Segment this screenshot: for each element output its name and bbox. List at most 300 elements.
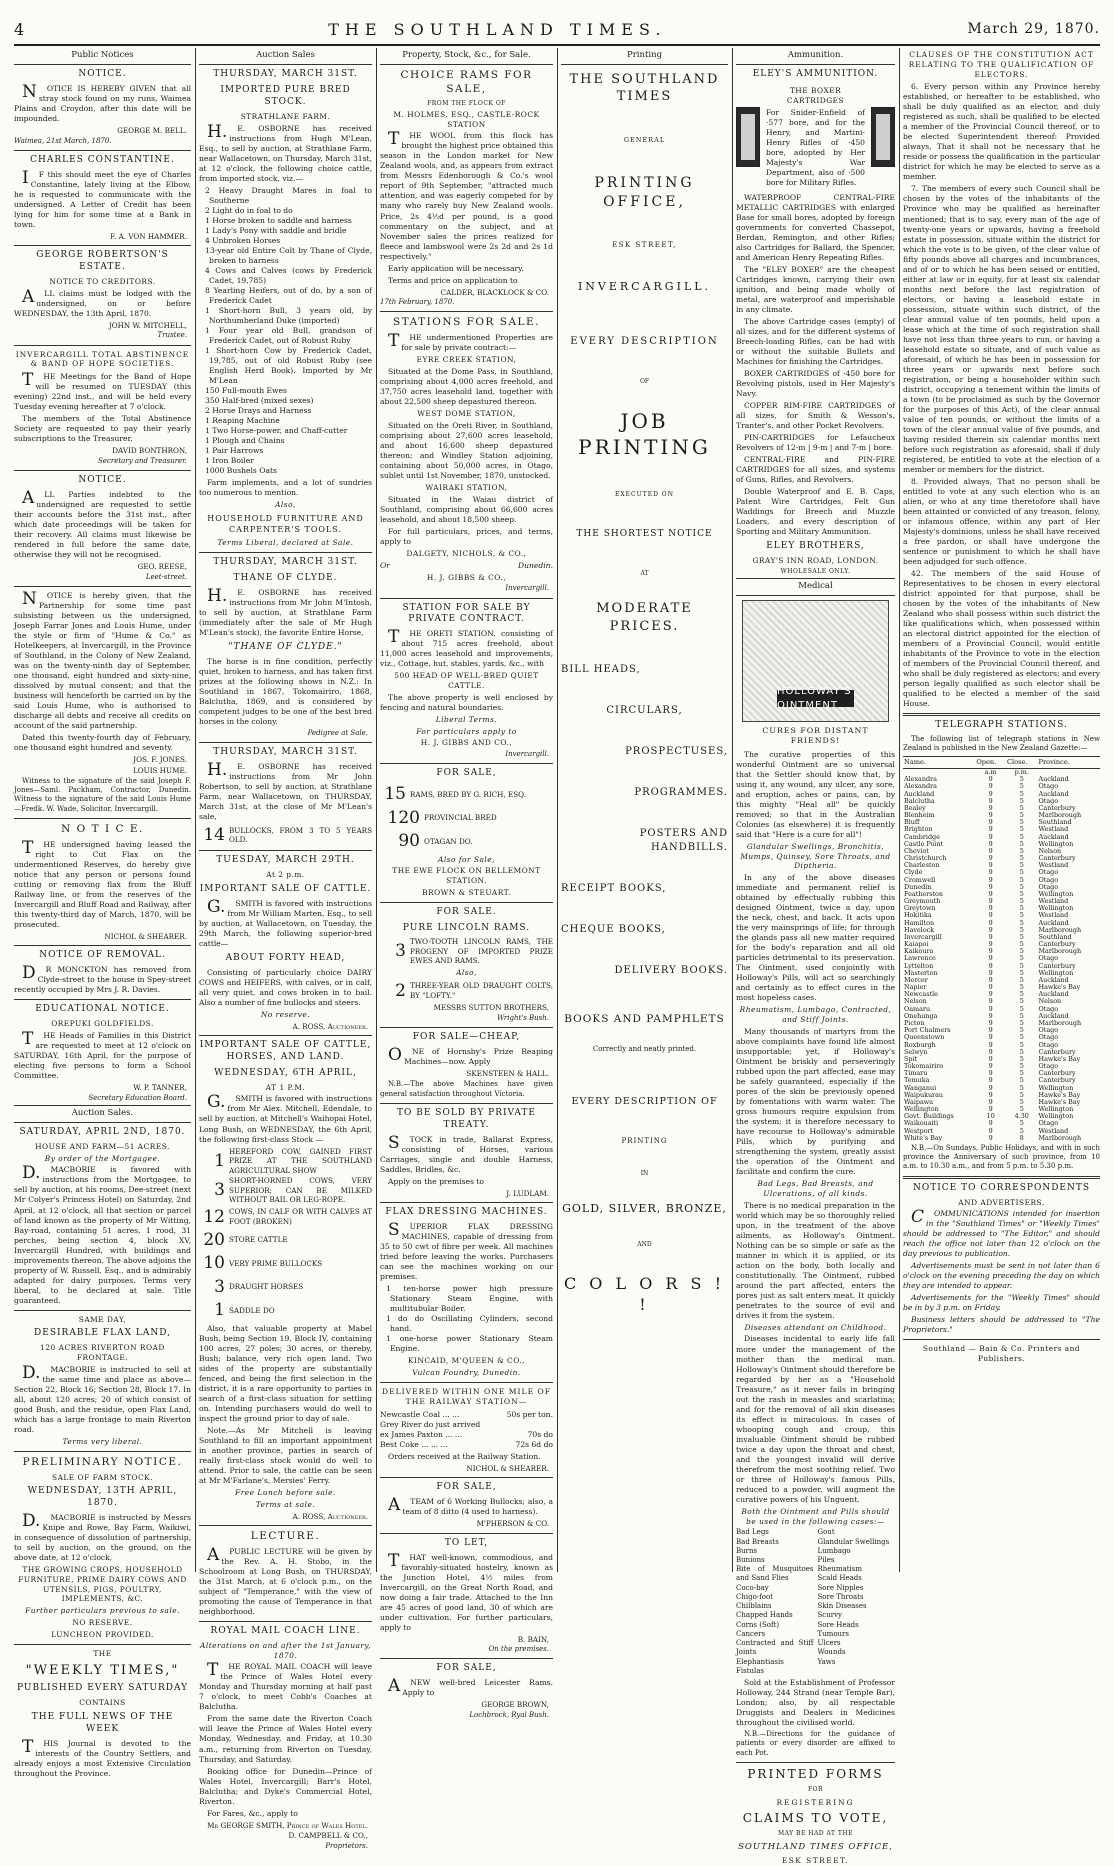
list-item: 1 do do Oscillating Cylinders, second hand. — [386, 1314, 553, 1334]
province-cell: Auckland — [1038, 789, 1069, 798]
ad-apply: For particulars apply to — [416, 726, 517, 736]
auction-lunch: Free Lunch before sale. — [235, 1487, 336, 1497]
printing-line: C O L O R S ! ! — [563, 1273, 726, 1314]
open-cell: 9 — [988, 904, 993, 913]
ad-body: Early application will be necessary. — [388, 263, 524, 273]
lot-description: COWS, IN CALF OR WITH CALVES AT FOOT (BROKEN) — [229, 1207, 372, 1226]
ad-body: WATERPROOF CENTRAL-FIRE METALLIC CARTRIDGES with enlarged Base for small bores, adopted by foreign governments for converted Chassepot, Berdan, Remington, and other Rifles; also Cartridges for Ballard, the Spencer, and American Henry Repeating Rifles. — [736, 192, 895, 262]
ad-signature: MESSRS SUTTON BROTHERS, — [433, 1003, 549, 1013]
printing-line: AT — [640, 570, 649, 578]
ad-signature: SKENSTEEN & HALL. — [466, 1068, 549, 1078]
station-name-cell: Featherston — [904, 889, 944, 898]
sale-lot — [380, 980, 553, 1002]
ad-condition: Glandular Swellings, Bronchitis, Mumps, Quinsey, Sore Throats, and Diptheria. — [740, 841, 891, 871]
notice-signature: W. P. TANNER, — [133, 1083, 187, 1093]
telegraph-intro: The following list of telegraph stations in New Zealand is published in the New Zealand Gazette:— — [903, 735, 1100, 753]
ad-body: STOCK in trade, Ballarat Express, consisting of Horses, various Carriages, single and double Harness, Saddles, Bridles, &c. — [380, 1132, 553, 1174]
cartridge-box-image — [736, 107, 760, 167]
close-cell: 5 — [1019, 796, 1024, 805]
close-cell: 5 — [1019, 997, 1024, 1006]
cartridge-box-image — [871, 107, 895, 167]
auction-lot — [199, 1206, 372, 1228]
province-cell: Wellington — [1038, 1083, 1074, 1092]
station-name-cell: Roxburgh — [904, 1040, 936, 1049]
coach-title: ROYAL MAIL COACH LINE. — [210, 1625, 361, 1636]
auction-body: Farm implements, and a lot of sundries too numerous to mention. — [199, 478, 372, 498]
province-cell: Canterbury — [1038, 1069, 1076, 1078]
notice-title: N O T I C E. — [61, 822, 144, 835]
province-cell: Otago — [1038, 1026, 1059, 1035]
holloway-engraving-image — [742, 600, 889, 722]
page-number: 4 — [14, 19, 28, 39]
auction-date: THURSDAY, MARCH 31ST. — [213, 69, 358, 80]
printing-line: AND — [637, 1240, 652, 1248]
notice-role: Secretary Education Board. — [88, 1093, 187, 1102]
stations-list — [380, 355, 553, 525]
case-item: Wounds — [817, 1648, 846, 1657]
province-cell: Otago — [1038, 868, 1059, 877]
province-cell: Wellington — [1038, 839, 1074, 848]
printing-line: THE SOUTHLAND TIMES — [569, 72, 720, 105]
auction-lot — [199, 1276, 372, 1298]
list-item: 1 Horse broken to saddle and harness — [205, 215, 352, 225]
close-cell: 5 — [1019, 1069, 1024, 1078]
ad-signature: H. J. GIBBS AND CO., — [420, 738, 513, 748]
weekly-body: THIS Journal is devoted to the interests of the Country Settlers, and already enjoys a most Extensive Circulation throughout the Province. — [14, 1736, 191, 1778]
ad-signature: DALGETY, NICHOLS, & CO., — [406, 548, 527, 558]
station-name-cell: Castle Point — [904, 839, 944, 848]
auction-body: D.MACBORIE is favored with instructions from the Mortgagee, to sell by auction, at his rooms, Dee-street (next Mr Colyer's Princess Hotel) on Saturday, 2nd April, at 12 o'clock, all that section or parcel of land known as the property of Mr Witting, Bay-road, containing 51 acres, 1 rood, 31 perches, being section 4, block XV, Invercargill Hundred, with buildings and improvements thereon. The above adjoins the property of W. Russell, Esq., and is admirably adapted for dairy purposes. Terms very liberal, to be declared at sale. Title guaranteed. — [14, 1163, 191, 1305]
notice-body: Dated this twenty-fourth day of February, one thousand eight hundred and seventy. — [14, 732, 191, 752]
auction-title: IMPORTANT SALE OF CATTLE. — [199, 883, 372, 894]
lot-number: 1 — [214, 1300, 225, 1321]
columns — [14, 48, 1100, 1866]
ad-body: For full particulars, prices, and terms, apply to — [380, 526, 553, 546]
case-item: Tumours — [817, 1629, 849, 1638]
province-cell: Hawke's Bay — [1038, 1090, 1081, 1099]
ad-title: FOR SALE—CHEAP, — [412, 1031, 521, 1042]
list-item: 1 Two Horse-power, and Chaff-cutter — [205, 426, 348, 436]
printing-line: EVERY DESCRIPTION — [570, 335, 719, 347]
lot-description: THREE-YEAR OLD DRAUGHT COLTS, BY "LOFTY." — [410, 981, 553, 1000]
column-rule — [557, 48, 558, 1572]
open-cell: 9 — [988, 1004, 993, 1013]
open-cell: 9 — [988, 875, 993, 884]
ad-terms: Liberal Terms. — [435, 714, 498, 724]
ad-body: Many thousands of martyrs from the above complaints have found life almost insupportable; yet, if Holloway's Ointment be briskly and perseveringly rubbed upon the part affected, ease may be safely guaranteed, especially if the pores of the skin be previously opened by fomentations with warm water. The gross humours require expulsion from the system; it is therefore necessary to have recourse to Holloway's admirable Pills, which by purifying and strengthening the system, greatly assist the operation of the Ointment and facilitate and confirm the cure. — [736, 1026, 895, 1176]
ad-body: SUPERIOR FLAX DRESSING MACHINES, capable of dressing from 35 to 50 cwt of fibre per week. All machines tried before leaving the works. Purchasers can see the machines working on our premises. — [380, 1219, 553, 1282]
ad-title: ELEY'S AMMUNITION. — [752, 69, 879, 80]
auction-body: D.MACBORIE is instructed by Messrs Knipe and Rowe, Bay Farm, Waikiwi, in consequence of dissolution of partnership, to sell by auction, on the ground, on the above date, at 12 o'clock, — [14, 1511, 191, 1563]
station-description: Situated at the Dome Pass, in Southland, comprising about 4,000 acres freehold, and 37,750 acres leasehold land, together with about 22,500 sheep depastured thereon. — [380, 367, 553, 407]
province-cell: Wellington — [1038, 889, 1074, 898]
case-item: Chilblains — [736, 1602, 772, 1611]
ad-body: Orders received at the Railway Station. — [388, 1451, 541, 1461]
correspondents-body: Business letters should be addressed to "The Proprietors." — [903, 1315, 1100, 1335]
price-value: 50s per ton. — [506, 1409, 553, 1419]
case-item: Coco-bay — [736, 1583, 769, 1592]
close-cell: 5 — [1019, 1026, 1024, 1035]
open-cell: 9 — [988, 1133, 993, 1142]
lot-description: OTAGAN DO. — [424, 836, 473, 846]
coach-body: For Fares, &c., apply to — [207, 1808, 298, 1818]
close-cell: 5 — [1019, 1004, 1024, 1013]
printing-item: CIRCULARS, — [606, 704, 683, 716]
station-name-cell: White's Bay — [904, 1133, 943, 1142]
ad-title: DELIVERED WITHIN ONE MILE OF THE RAILWAY STATION— — [381, 1386, 552, 1406]
printing-item: BILL HEADS, — [561, 663, 641, 675]
printing-line: EXECUTED ON — [615, 490, 674, 498]
station-name-cell: Hamilton — [904, 918, 935, 927]
lot-description: BULLOCKS, FROM 3 TO 5 YEARS OLD. — [229, 825, 372, 845]
close-cell: 5 — [1019, 1097, 1024, 1106]
ad-title: TO BE SOLD BY PRIVATE TREATY. — [397, 1107, 536, 1130]
auction-date: THURSDAY, MARCH 31ST. — [213, 556, 358, 567]
notice-subtitle: OREPUKI GOLDFIELDS. — [51, 1019, 154, 1029]
province-cell: Westland — [1038, 1126, 1069, 1135]
lot-number: 12 — [203, 1206, 225, 1227]
price-row — [380, 1430, 553, 1440]
price-row — [380, 1440, 553, 1450]
province-cell: Canterbury — [1038, 940, 1076, 949]
province-cell: Auckland — [1038, 832, 1069, 841]
column-heading: Public Notices — [14, 48, 191, 65]
open-cell: 9 — [988, 789, 993, 798]
open-cell: 9 — [988, 1069, 993, 1078]
province-cell: Otago — [1038, 1040, 1059, 1049]
notice-signature: LOUIS HUME. — [133, 765, 187, 775]
ad-signature: BROWN & STEUART. — [422, 887, 511, 897]
list-item: 8 Yearling Heifers, out of do, by a son of Frederick Cadet — [205, 285, 372, 305]
open-cell: 9 — [988, 925, 993, 934]
ad-title: STATION FOR SALE BY PRIVATE CONTRACT. — [402, 602, 531, 625]
province-cell: Southland — [1038, 818, 1072, 827]
printing-item: CHEQUE BOOKS, — [561, 923, 666, 935]
province-cell: Westland — [1038, 911, 1069, 920]
station-name-cell: Oamaru — [904, 1004, 931, 1013]
column-header: Close. — [1006, 756, 1038, 768]
machine-list — [386, 1284, 553, 1354]
auction-title: THANE OF CLYDE. — [233, 572, 338, 583]
open-cell: 10 — [986, 1112, 995, 1121]
ad-signature: ELEY BROTHERS, — [766, 541, 865, 552]
open-cell: 9 — [988, 968, 993, 977]
list-item: 1 one-horse power Stationary Steam Engine. — [386, 1334, 553, 1354]
weekly-contains: CONTAINS — [79, 1698, 126, 1708]
close-cell: 4.30 — [1014, 1112, 1029, 1121]
notice-subtitle: NOTICE TO CREDITORS. — [49, 277, 156, 287]
province-cell: Hawke's Bay — [1038, 983, 1081, 992]
ad-title: TO LET, — [444, 1537, 489, 1548]
ad-title: FOR SALE, — [436, 768, 497, 779]
lot-description: SADDLE DO — [229, 1305, 275, 1315]
open-cell: 9 — [988, 832, 993, 841]
printing-line: PRINTING OFFICE, — [594, 175, 695, 210]
column-heading: Auction Sales — [199, 48, 372, 65]
close-cell: 5 — [1019, 918, 1024, 927]
ad-also: Also, — [456, 967, 477, 977]
close-cell: 5 — [1019, 1090, 1024, 1099]
lot-description: RAMS, BRED BY G. RICH, ESQ. — [410, 789, 527, 799]
printing-item: RECEIPT BOOKS, — [561, 882, 667, 894]
section-heading: Auction Sales. — [14, 1105, 191, 1123]
open-cell: 9 — [988, 961, 993, 970]
auction-subtitle: STRATHLANE FARM. — [240, 111, 331, 121]
list-item: 1 Four year old Bull, grandson of Frederick Cadet, out of Robust Ruby — [205, 325, 372, 345]
case-item: Yaws — [817, 1657, 836, 1666]
open-cell: 9 — [988, 796, 993, 805]
correspondents-title: NOTICE TO CORRESPONDENTS — [912, 1182, 1091, 1193]
case-item: Chapped Hands — [736, 1611, 793, 1620]
open-cell: 9 — [988, 1083, 993, 1092]
cartridge-illustration — [736, 84, 895, 190]
province-cell: Otago — [1038, 882, 1059, 891]
notice-signature: DAVID BONTHRON, — [112, 446, 187, 456]
close-cell: 5 — [1019, 1105, 1024, 1114]
column-header: Province. — [1038, 756, 1100, 768]
column-rule — [899, 48, 900, 1572]
notice-title: CHARLES CONSTANTINE. — [30, 154, 175, 165]
open-cell: 9 — [988, 1090, 993, 1099]
horse-name: "THANE OF CLYDE." — [228, 641, 343, 652]
telegraph-title: TELEGRAPH STATIONS. — [935, 720, 1068, 731]
close-cell: 8 — [1019, 1133, 1024, 1142]
lot-description: SHORT-HORNED COWS, VERY SUPERIOR; CAN BE MILKED WITHOUT BAIL OR LEG-ROPE. — [229, 1176, 372, 1205]
notice-signature: GEORGE M. BELL. — [117, 126, 187, 136]
open-cell: 9 — [988, 1040, 993, 1049]
ad-or: Or — [380, 560, 390, 570]
table-row — [903, 819, 1100, 826]
open-cell: 9 — [988, 839, 993, 848]
auction-body: Consisting of particularly choice DAIRY COWS and HEIFERS, with calves, or in calf, all very quiet, and cows broken in to bail. Also a number of fine bullocks and steers. — [199, 967, 372, 1007]
weekly-the: THE — [93, 1648, 112, 1658]
auction-terms: Terms Liberal, declared at Sale. — [217, 538, 354, 548]
notice-title: NOTICE. — [78, 69, 127, 80]
auction-date: WEDNESDAY, 13TH APRIL, 1870. — [27, 1486, 178, 1509]
printing-item: PROGRAMMES. — [634, 787, 728, 799]
notice-body: IF this should meet the eye of Charles Constantine, lately living at the Elbow, he is requested to communicate with the undersigned. A Letter of Credit has been lying for him for some time at a Bank in town. — [14, 167, 191, 229]
case-item: Rheumatism — [817, 1565, 863, 1574]
station-name-cell: Spit — [904, 1054, 918, 1063]
station-name-cell: Selwyn — [904, 1047, 928, 1056]
list-item: 1 Pair Harrows — [205, 446, 264, 456]
ad-signature: NICHOL & SHEARER. — [466, 1463, 549, 1473]
station-name-cell: Timaru — [904, 1069, 928, 1078]
auction-lot — [199, 1229, 372, 1251]
weekly-title: "WEEKLY TIMES," — [25, 1663, 180, 1679]
ad-signature: J. LUDLAM. — [506, 1188, 549, 1198]
station-name-cell: Temuka — [904, 1076, 930, 1085]
ad-signature: KINCAID, M'QUEEN & CO., — [407, 1356, 526, 1366]
close-cell: 5 — [1019, 1076, 1024, 1085]
station-name-cell: Greymouth — [904, 897, 941, 906]
notice-body: ALL Parties indebted to the undersigned are requested to settle their accounts before the 31st inst., after which date proceedings will be taken for their recovery. All claims must likewise be rendered in full before the same date, otherwise they will not be recognised. — [14, 487, 191, 559]
station-name-cell: Invercargill — [904, 932, 942, 941]
ad-body: For Snider-Enfield of ·577 bore, and for the Henry, and Martini-Henry Rifles of ·450 bore, adopted by Her Majesty's War Department, also of ·500 bore for Military Rifles. — [766, 107, 865, 187]
open-cell: 9 — [988, 997, 993, 1006]
province-cell: Auckland — [1038, 775, 1069, 784]
close-cell: 5 — [1019, 1047, 1024, 1056]
auction-lot — [199, 1252, 372, 1274]
station-name-cell: Tokomairiro — [904, 1062, 944, 1071]
open-cell: 9 — [988, 1062, 993, 1071]
lot-number: 15 — [384, 784, 406, 805]
telegraph-table — [903, 756, 1100, 1142]
close-cell: 5 — [1019, 868, 1024, 877]
ad-role: On the premises. — [488, 1645, 549, 1654]
auction-reserve: No reserve. — [260, 1009, 311, 1019]
province-cell: Wellington — [1038, 1112, 1074, 1121]
auction-lot — [199, 1147, 372, 1176]
printing-line: GENERAL — [623, 135, 666, 144]
station-name-cell: Picton — [904, 1019, 925, 1027]
notice-body: THE undersigned having leased the right to Cut Flax on the undermentioned Reserves, do hereby give notice that any person or persons found cutting or removing flax from the Bluff Railway line, or from the reserves of the Invercargill and Bluff Road and Railway, after this twenty-third day of March, 1870, will be prosecuted. — [14, 837, 191, 929]
case-item: Gout — [817, 1528, 835, 1537]
column-ammunition-medical — [736, 48, 895, 1866]
auction-date: THURSDAY, MARCH 31ST. — [213, 746, 358, 757]
station-name-cell: Brighton — [904, 825, 933, 834]
forms-title: PRINTED FORMS — [747, 1766, 884, 1781]
close-cell: 5 — [1019, 954, 1024, 963]
notice-role: Trustee. — [157, 331, 187, 340]
close-cell: 5 — [1019, 846, 1024, 855]
table-row — [903, 998, 1100, 1005]
open-cell: 9 — [988, 889, 993, 898]
clauses-title: CLAUSES OF THE CONSTITUTION ACT RELATING TO THE QUALIFICATION OF ELECTORS. — [908, 50, 1095, 79]
column-auction-sales — [199, 48, 372, 1850]
province-cell: Auckland — [1038, 1011, 1069, 1020]
open-cell: 9 — [988, 954, 993, 963]
station-name-cell: Cambridge — [904, 832, 940, 841]
table-row — [903, 970, 1100, 977]
list-item: 13-year old Entire Colt by Thane of Clyde, broken to harness — [205, 245, 372, 265]
telegraph-table-body — [903, 776, 1100, 1142]
auction-also: Also, — [275, 500, 296, 510]
notice-title: EDUCATIONAL NOTICE. — [35, 1004, 170, 1015]
open-cell: 9 — [988, 1047, 993, 1056]
open-cell: 9 — [988, 1033, 993, 1042]
price-item: Best Coke ... ... ... — [380, 1439, 448, 1449]
notice-title: NOTICE OF REMOVAL. — [39, 950, 166, 961]
ad-role: Wright's Bush. — [497, 1013, 549, 1022]
list-item: 2 Horse Drays and Harness — [205, 406, 312, 416]
price-value: 72s 6d do — [515, 1439, 553, 1449]
case-item: Lumbago — [817, 1546, 851, 1555]
forms-claims: CLAIMS TO VOTE, — [742, 1811, 889, 1826]
list-item: 2 Heavy Draught Mares in foal to Southerne — [205, 185, 372, 205]
province-cell: Otago — [1038, 875, 1059, 884]
province-cell: Otago — [1038, 782, 1059, 791]
station-name-cell: Port Chalmers — [904, 1026, 951, 1035]
province-cell: Otago — [1038, 1033, 1059, 1042]
ad-wholesale: WHOLESALE ONLY. — [780, 567, 851, 575]
printing-line: ESK STREET, — [612, 241, 677, 250]
ad-title: FOR SALE. — [436, 906, 497, 917]
printing-line: Correctly and neatly printed. — [592, 1045, 697, 1054]
correspondents-body: COMMUNICATIONS intended for insertion in the "Southland Times" or "Weekly Times" should be addressed to "The Editor," and should reach the office not later than 12 o'clock on the day previous to publication. — [903, 1207, 1100, 1259]
case-item: Skin Diseases — [817, 1602, 867, 1611]
notice-signature: NICHOL & SHEARER. — [104, 931, 187, 941]
lot-number: 3 — [214, 1180, 225, 1201]
open-cell: 9 — [988, 775, 993, 784]
close-cell: 5 — [1019, 832, 1024, 841]
section-heading: Medical — [736, 578, 895, 596]
auction-subtitle: ABOUT FORTY HEAD, — [225, 952, 346, 963]
ad-title: FOR SALE, — [436, 1482, 497, 1493]
open-cell: 9 — [988, 803, 993, 812]
province-cell: Canterbury — [1038, 961, 1076, 970]
station-name-cell: Govt. Buildings — [904, 1112, 954, 1121]
column-rule — [376, 48, 377, 1572]
close-cell: 5 — [1019, 897, 1024, 906]
holloway-banner: HOLLOWAY'S OINTMENT — [777, 690, 854, 707]
open-cell: 9 — [988, 990, 993, 999]
ad-subtitle: PURE LINCOLN RAMS. — [402, 922, 531, 933]
province-cell: Southland — [1038, 932, 1072, 941]
column-property-for-sale — [380, 48, 553, 1719]
case-item: Ulcers — [817, 1639, 841, 1648]
coach-signature: Mr GEORGE SMITH, Prince of Wales Hotel. — [207, 1820, 368, 1830]
open-cell: 9 — [988, 932, 993, 941]
close-cell: 5 — [1019, 811, 1024, 820]
province-cell: Nelson — [1038, 997, 1062, 1006]
station-name-cell: Blenheim — [904, 811, 935, 820]
auction-body: D.MACBORIE is instructed to sell at the same time and place as above— Section 22, Block 16; Section 28, Block 17. In all, about 120 acres; 20 of which consist of good Bush, and the residue, open Flax Land, which has a large frontage to main Riverton road. — [14, 1362, 191, 1434]
close-cell: 5 — [1019, 839, 1024, 848]
telegraph-note: N.B.—On Sundays, Public Holidays, and with in such province the Anniversary of such province, from 10 a.m. to 10.30 a.m., and from 5 p.m. to 5.30 p.m. — [903, 1143, 1100, 1171]
notice-signature: GEO. REESE, — [137, 562, 187, 572]
livestock-list — [205, 186, 372, 476]
ad-city: Dunedin. — [518, 560, 553, 570]
ad-signature: B. BAIN, — [517, 1634, 549, 1644]
weekly-full-news: THE FULL NEWS OF THE WEEK — [31, 1712, 174, 1734]
case-item: Fistulas — [736, 1666, 765, 1675]
auction-subtitle: HOUSE AND FARM—51 ACRES. — [35, 1141, 170, 1151]
auction-subtitle: SALE OF FARM STOCK. — [52, 1472, 153, 1482]
ad-date: 17th February, 1870. — [380, 298, 455, 307]
station-name: WEST DOME STATION, — [417, 409, 516, 419]
coach-role: Proprietors. — [325, 1841, 368, 1850]
notice-signature: F. A. VON HAMMER. — [110, 231, 187, 241]
ad-role: Lochbrock, Ryal Bush. — [469, 1710, 549, 1719]
coal-price-list — [380, 1410, 553, 1450]
auction-date: TUESDAY, MARCH 29TH. — [216, 855, 355, 866]
printing-line: OF — [639, 377, 650, 385]
column-heading: Ammunition. — [736, 48, 895, 65]
close-cell: 5 — [1019, 882, 1024, 891]
station-name-cell: Kaikoura — [904, 947, 934, 956]
open-cell: 9 — [988, 1026, 993, 1035]
correspondents-body: Advertisements for the "Weekly Times" should be in by 3 p.m. on Friday. — [903, 1293, 1100, 1313]
printing-line: JOB PRINTING — [578, 408, 711, 460]
notice-body: THE Meetings for the Band of Hope will be resumed on TUESDAY (this evening) 22nd inst., and will be held every Tuesday evening hereafter at 7 o'clock. — [14, 370, 191, 412]
sale-lot — [380, 783, 553, 805]
close-cell: 5 — [1019, 854, 1024, 863]
province-cell: Wellington — [1038, 968, 1074, 977]
list-item: 1 Reaping Machine — [205, 416, 280, 426]
close-cell: 5 — [1019, 1054, 1024, 1063]
ad-body: ATEAM of 6 Working Bullocks; also, a team of 8 ditto (4 used to harness). — [388, 1495, 553, 1517]
notice-body: NOTICE IS HEREBY GIVEN that all stray stock found on my runs, Waimea Plains and Croydon, after this date will be impounded. — [14, 82, 191, 124]
station-name-cell: Wanganui — [904, 1083, 937, 1092]
close-cell: 5 — [1019, 1011, 1024, 1020]
coach-body: Booking office for Dunedin—Prince of Wales Hotel, Invercargill; Barr's Hotel, Balclutha; and Dyke's Commercial Hotel, Riverton. — [199, 1766, 372, 1806]
close-cell: 5 — [1019, 775, 1024, 784]
station-description: Situated in the Waiau district of Southland, comprising about 66,600 acres leasehold, and about 18,500 sheep. — [380, 494, 553, 524]
lot-number: 2 — [395, 980, 406, 1001]
coach-signature: D. CAMPBELL & CO., — [288, 1831, 368, 1841]
station-name-cell: Dunedin — [904, 882, 932, 891]
